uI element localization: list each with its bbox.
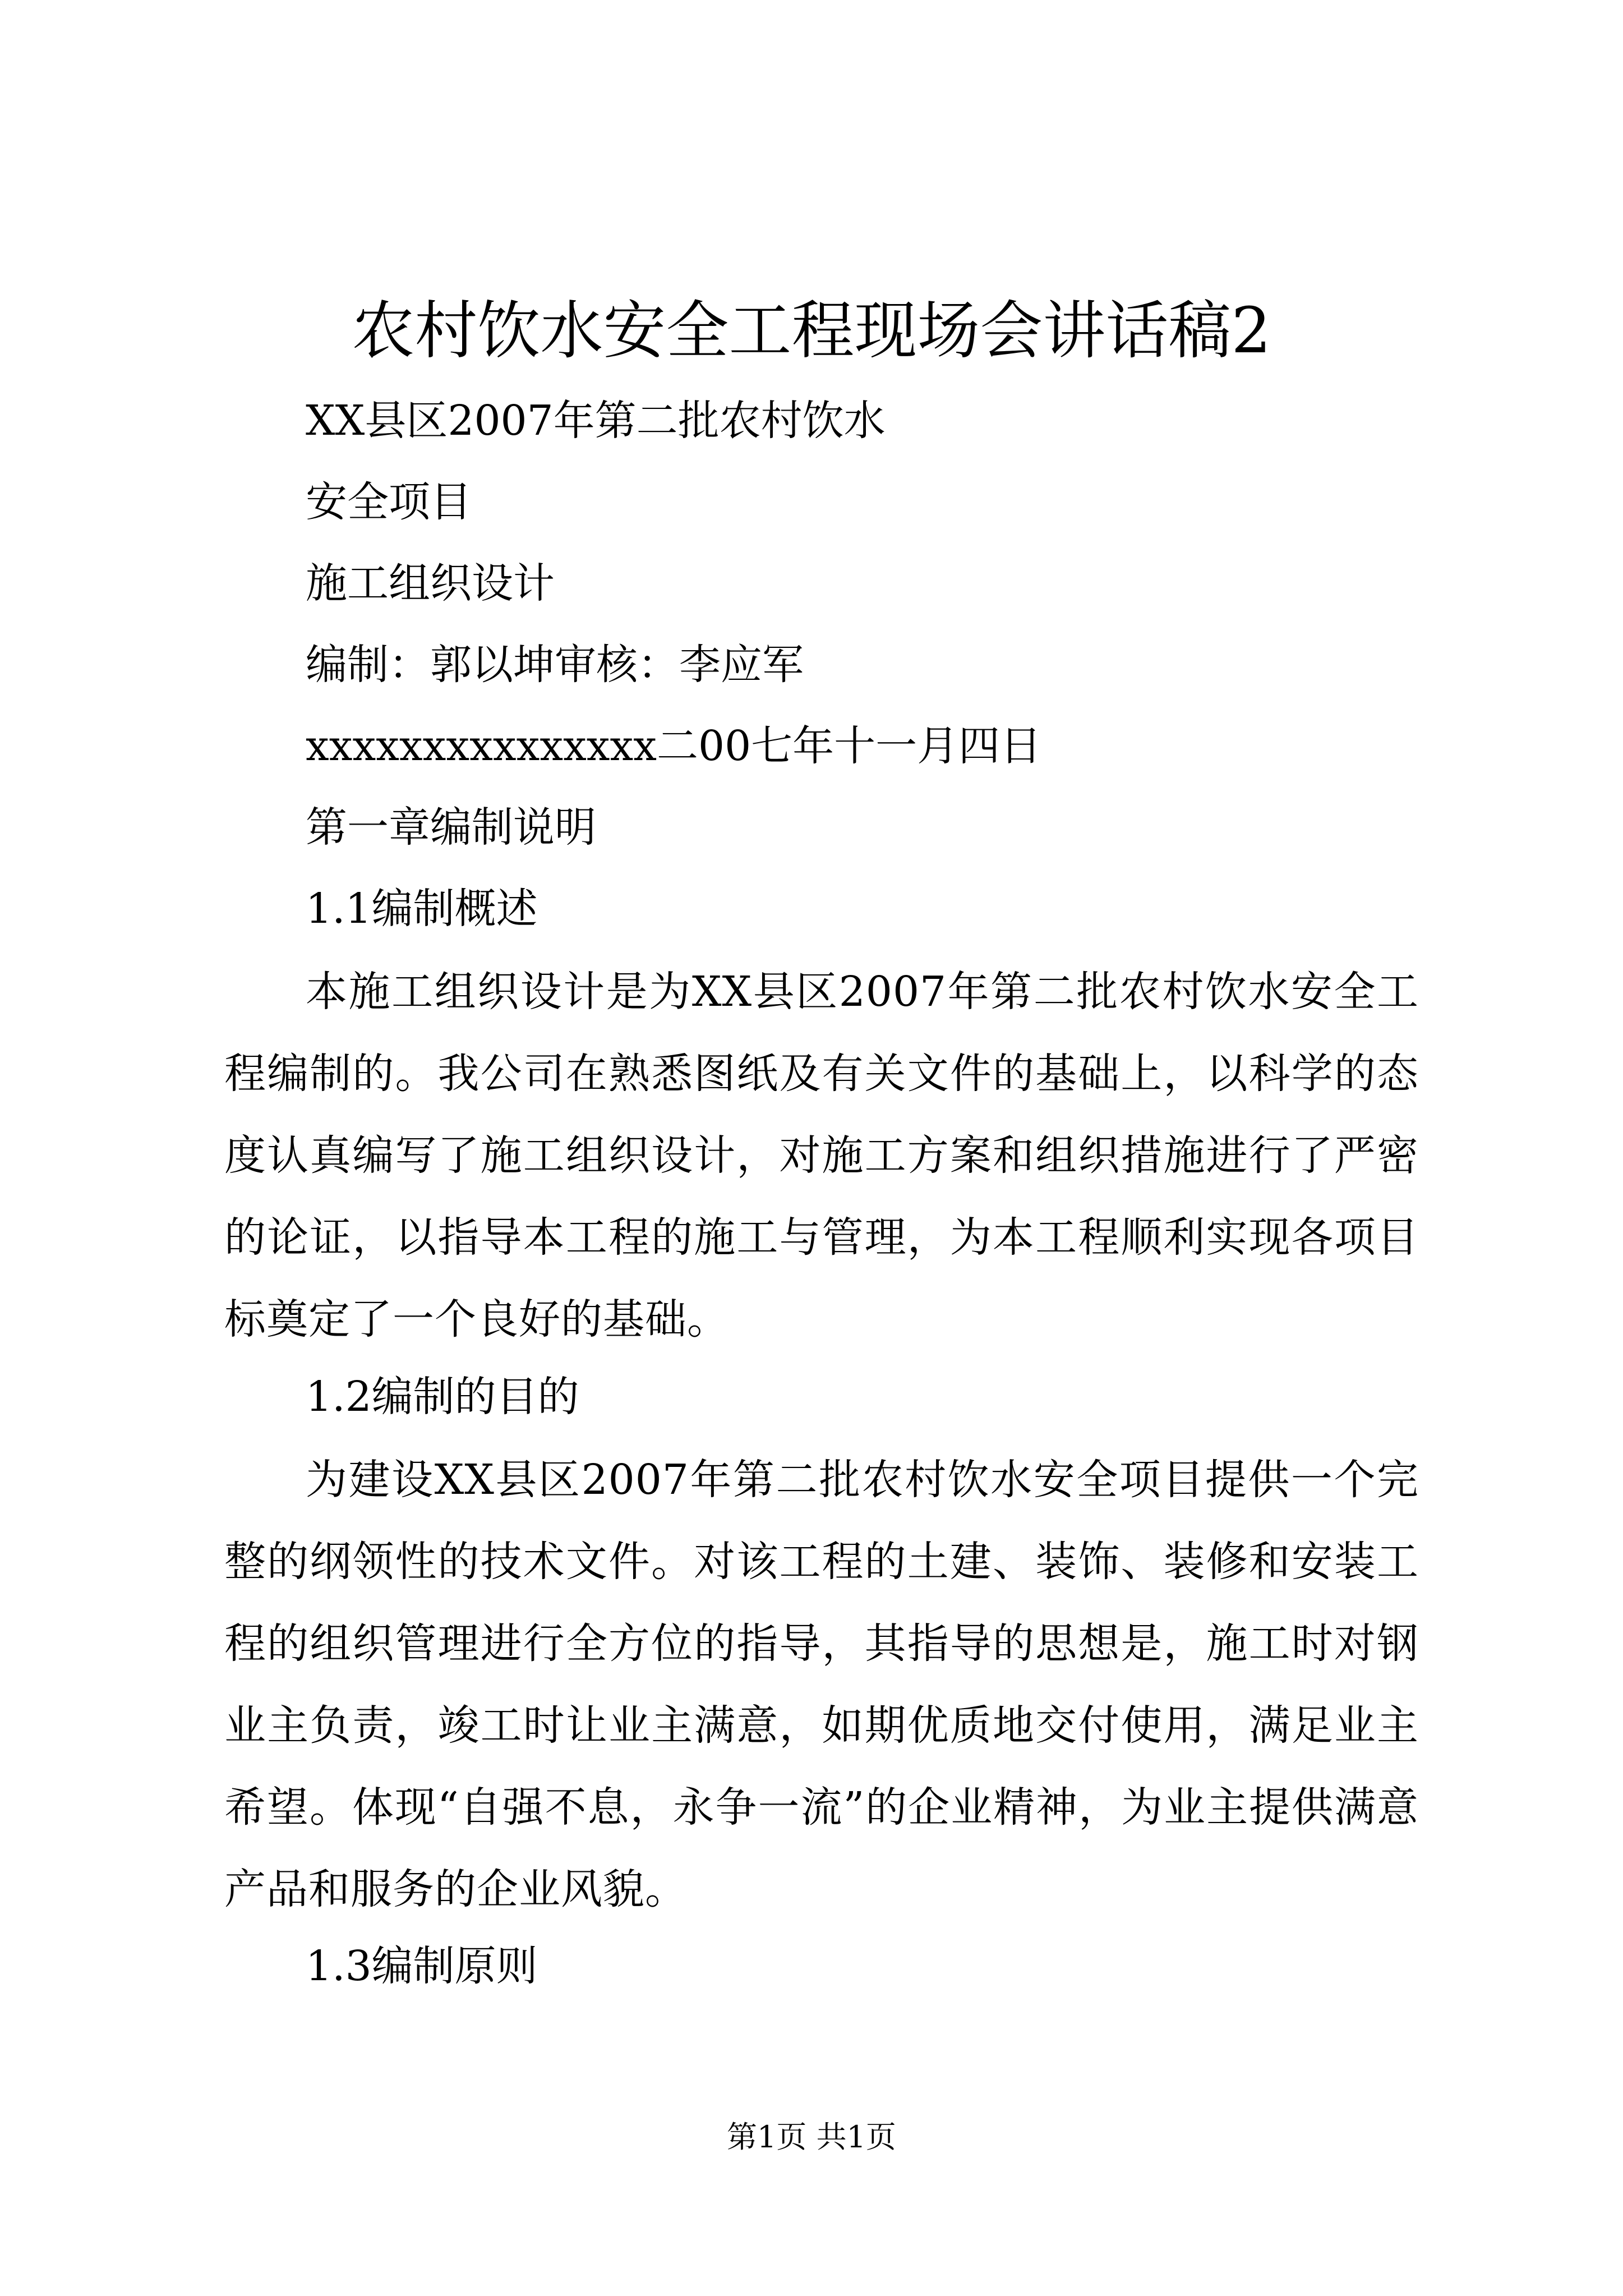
section-body-1-2: 为建设XX县区2007年第二批农村饮水安全项目提供一个完整的纲领性的技术文件。对该工程的土建、装饰、装修和安装工程的组织管理进行全方位的指导，其指导的思想是，施工时对钢业主负责，竣工时让业主满意，如期优质地交付使用，满足业主希望。体现“自强不息，永争一流”的企业精神，为业主提供满意产品和服务的企业风貌。: [224, 1456, 1419, 1913]
cover-line-subject: 安全项目: [306, 478, 472, 526]
cover-line-project: XX县区2007年第二批农村饮水: [306, 397, 886, 445]
section-body-1-1: 本施工组织设计是为XX县区2007年第二批农村饮水安全工程编制的。我公司在熟悉图纸及有关文件的基础上，以科学的态度认真编写了施工组织设计，对施工方案和组织措施进行了严密的论证，以指导本工程的施工与管理，为本工程顺利实现各项目标奠定了一个良好的基础。: [224, 968, 1419, 1343]
section-heading-1-3: 1.3编制原则: [306, 1942, 538, 1990]
document-title: 农村饮水安全工程现场会讲话稿2: [352, 295, 1271, 367]
section-heading-1-2: 1.2编制的目的: [306, 1373, 579, 1421]
page-footer: 第1页 共1页: [727, 2119, 896, 2155]
chapter-heading: 第一章编制说明: [306, 803, 596, 852]
cover-line-doc-type: 施工组织设计: [306, 559, 555, 608]
cover-line-authors: 编制：郭以坤审核：李应军: [306, 641, 804, 689]
section-heading-1-1: 1.1编制概述: [306, 885, 538, 933]
cover-line-date: xxxxxxxxxxxxxxx二00七年十一月四日: [306, 722, 1042, 770]
